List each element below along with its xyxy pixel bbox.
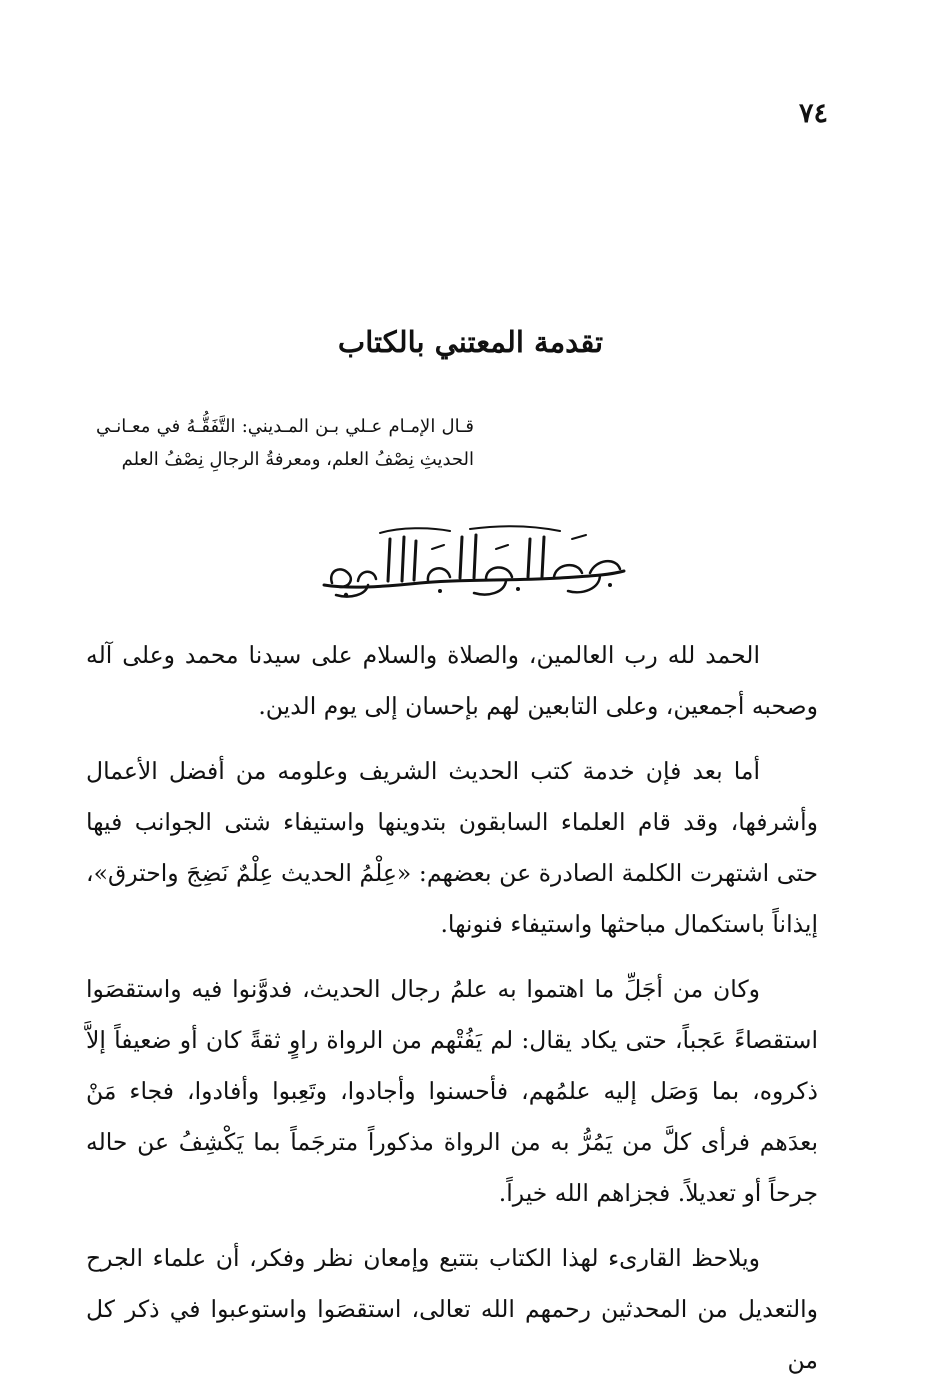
paragraph: أما بعد فإن خدمة كتب الحديث الشريف وعلومه من أفضل الأعمال وأشرفها، وقد قام العلماء السابقون بتدوينها واستيفاء شتى الجوانب فيها حتى اشتهرت الكلمة الصادرة عن بعضهم: «عِلْمُ الحديث عِلْمٌ نَضِجَ واحترق»، إيذاناً باستكمال مباحثها واستيفاء فنونها. bbox=[86, 757, 818, 938]
paragraph: الحمد لله رب العالمين، والصلاة والسلام على سيدنا محمد وعلى آله وصحبه أجمعين، وعلى التابعين لهم بإحسان إلى يوم الدين. bbox=[86, 641, 818, 720]
page-title: تقدمة المعتني بالكتاب bbox=[337, 325, 604, 359]
paragraph: وكان من أجَلِّ ما اهتموا به علمُ رجال الحديث، فدوَّنوا فيه واستقصَوا استقصاءً عَجباً، حتى يكاد يقال: لم يَفُتْهم من الرواة راوٍ ثقةً كان أو ضعيفاً إلاَّ ذكروه، بما وَصَل إليه علمُهم، فأحسنوا وأجادوا، وتَعِبوا وأفادوا، فجاء مَنْ بعدَهم فرأى كلَّ من يَمُرُّ به من الرواة مذكوراً مترجَماً بما يَكْشِفُ عن حاله جرحاً أو تعديلاً. فجزاهم الله خيراً. bbox=[86, 975, 818, 1207]
main-text bbox=[86, 630, 818, 1400]
basmala-calligraphy-icon bbox=[310, 523, 632, 603]
epigraph-quote: قـال الإمـام عـلي بـن المـديني: التَّفَقُّـهُ في معـانـي الحديثِ نِصْفُ العلم، ومعرفةُ الرجالِ نِصْفُ العلم bbox=[96, 416, 474, 470]
paragraph: ويلاحظ القارىء لهذا الكتاب بتتبع وإمعان نظر وفكر، أن علماء الجرح والتعديل من المحدثين رحمهم الله تعالى، استقصَوا واستوعبوا في ذكر كل من bbox=[86, 1244, 818, 1374]
page-number: ٧٤ bbox=[798, 98, 828, 129]
